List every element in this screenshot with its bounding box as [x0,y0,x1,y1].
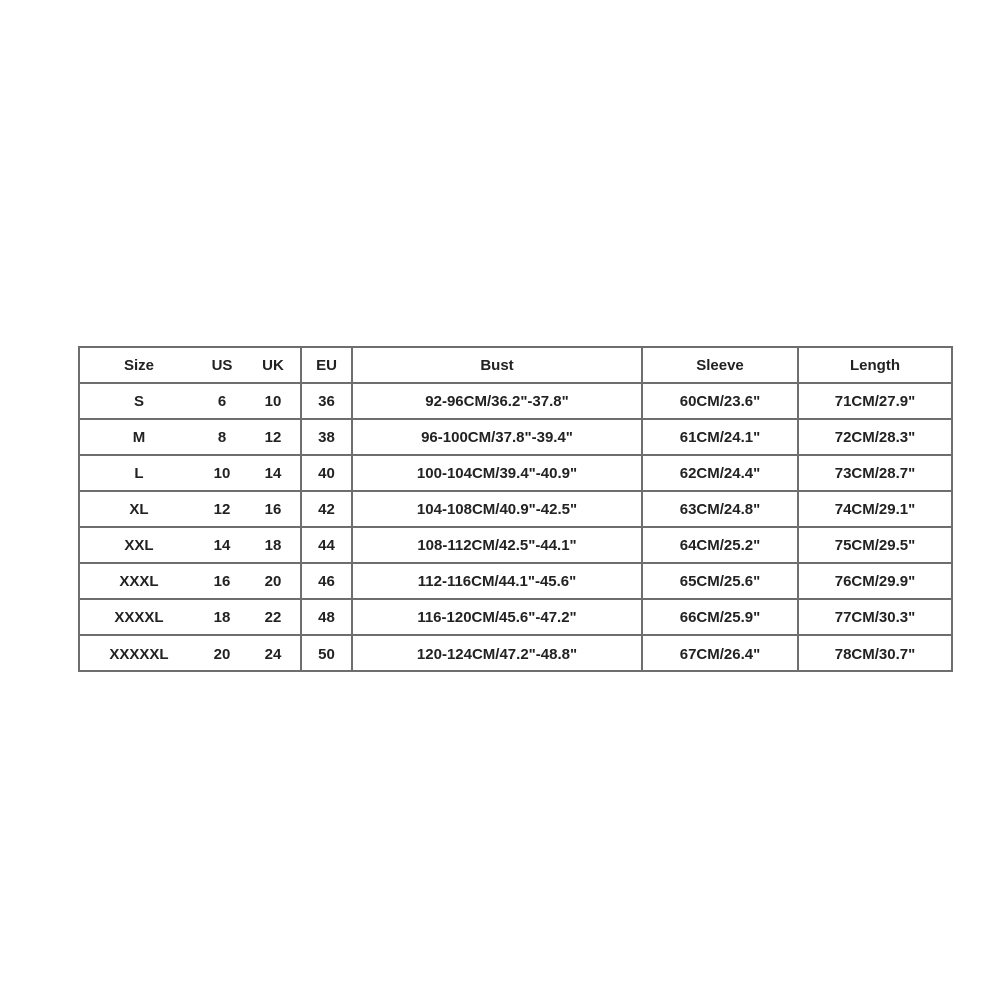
cell-eu: 46 [318,572,335,590]
cell-bust: 116-120CM/45.6"-47.2" [417,608,577,626]
cell-length: 71CM/27.9" [834,392,916,410]
cell-eu: 36 [318,392,335,410]
cell-length: 78CM/30.7" [834,645,916,663]
cell-uk: 10 [264,392,282,410]
cell-bust: 104-108CM/40.9"-42.5" [416,500,578,518]
cell-length: 72CM/28.3" [834,428,916,446]
cell-eu: 50 [318,645,335,663]
cell-size: L [134,464,144,482]
cell-eu: 42 [318,500,335,518]
cell-sleeve: 64CM/25.2" [679,536,761,554]
header-size: Size [123,356,154,374]
cell-us: 20 [213,645,231,663]
cell-bust: 92-96CM/36.2"-37.8" [425,392,569,410]
table-row [80,528,951,564]
size-chart-table [78,346,953,672]
table-row [80,636,951,672]
cell-us: 16 [213,572,231,590]
cell-length: 75CM/29.5" [834,536,916,554]
cell-size: XXXXXL [109,645,169,663]
cell-uk: 16 [264,500,282,518]
cell-size: M [132,428,146,446]
cell-us: 12 [213,500,231,518]
cell-sleeve: 61CM/24.1" [679,428,761,446]
cell-uk: 18 [264,536,282,554]
cell-bust: 96-100CM/37.8"-39.4" [421,428,573,446]
header-eu: EU [316,356,337,374]
cell-eu: 38 [318,428,335,446]
header-us: US [211,356,233,374]
cell-size: XXL [124,536,154,554]
cell-uk: 20 [264,572,282,590]
cell-uk: 12 [264,428,282,446]
cell-size: XL [129,500,149,518]
cell-sleeve: 66CM/25.9" [679,608,761,626]
cell-us: 6 [217,392,227,410]
header-uk: UK [262,356,284,374]
cell-us: 8 [217,428,227,446]
cell-us: 18 [213,608,231,626]
cell-uk: 22 [264,608,282,626]
table-row [80,492,951,528]
cell-sleeve: 60CM/23.6" [679,392,761,410]
cell-length: 77CM/30.3" [834,608,916,626]
table-row [80,420,951,456]
cell-uk: 14 [264,464,282,482]
table-row [80,564,951,600]
cell-bust: 112-116CM/44.1"-45.6" [417,572,577,590]
cell-size: XXXXL [114,608,164,626]
cell-sleeve: 67CM/26.4" [679,645,761,663]
cell-eu: 40 [318,464,335,482]
header-bust: Bust [480,356,514,374]
cell-length: 76CM/29.9" [834,572,916,590]
header-length: Length [850,356,900,374]
cell-bust: 100-104CM/39.4"-40.9" [416,464,578,482]
table-row [80,600,951,636]
cell-us: 10 [213,464,231,482]
cell-us: 14 [213,536,231,554]
cell-size: S [133,392,144,410]
table-row [80,384,951,420]
cell-bust: 120-124CM/47.2"-48.8" [416,645,578,663]
cell-size: XXXL [119,572,159,590]
cell-eu: 48 [318,608,335,626]
cell-eu: 44 [318,536,335,554]
header-sleeve: Sleeve [696,356,744,374]
cell-uk: 24 [264,645,282,663]
table-header-row [80,348,951,384]
cell-length: 73CM/28.7" [834,464,916,482]
cell-bust: 108-112CM/42.5"-44.1" [417,536,577,554]
cell-sleeve: 63CM/24.8" [679,500,761,518]
cell-sleeve: 62CM/24.4" [679,464,761,482]
table-row [80,456,951,492]
cell-sleeve: 65CM/25.6" [679,572,761,590]
cell-length: 74CM/29.1" [834,500,916,518]
